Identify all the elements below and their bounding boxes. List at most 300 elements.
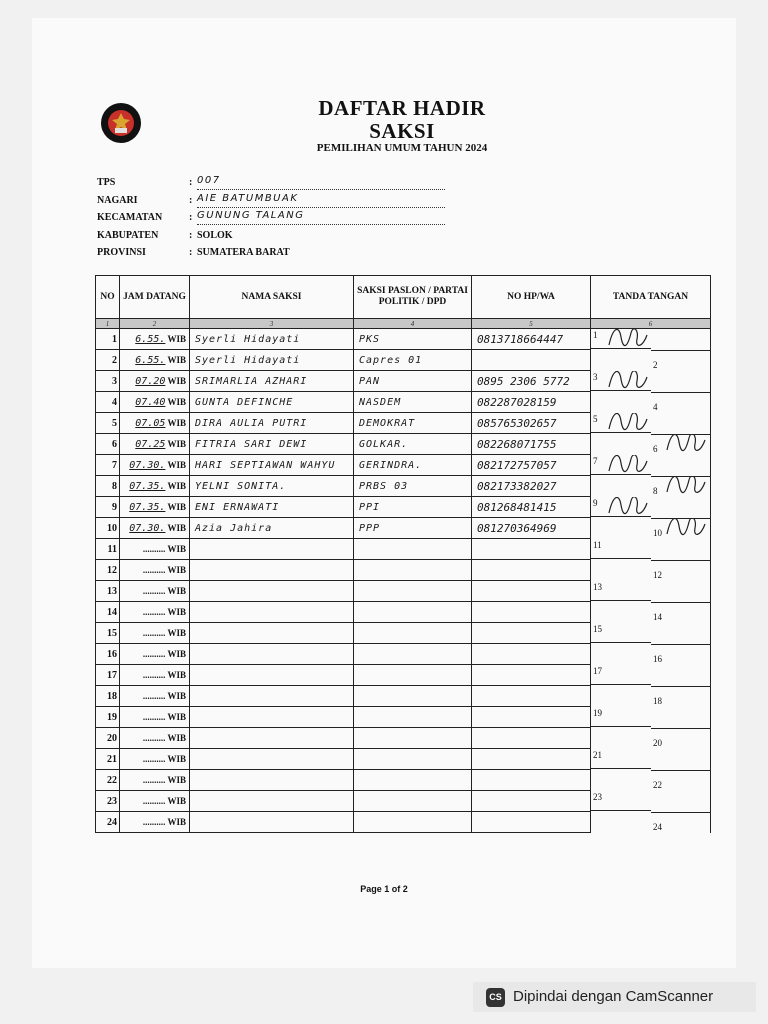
signature-divider bbox=[651, 686, 711, 687]
arrival-time-value: .......... bbox=[142, 649, 166, 659]
arrival-time-value: 07.30. bbox=[129, 459, 166, 471]
signature-divider bbox=[591, 558, 651, 559]
arrival-time-value: .......... bbox=[142, 712, 166, 722]
arrival-time-value: 07.20 bbox=[135, 375, 166, 387]
time-suffix: WIB bbox=[167, 501, 186, 512]
signature-cell bbox=[591, 413, 711, 434]
row-number: 6 bbox=[96, 434, 120, 455]
arrival-time bbox=[120, 371, 190, 392]
signature-cell bbox=[591, 581, 711, 602]
row-number: 8 bbox=[96, 476, 120, 497]
witness-party bbox=[354, 602, 472, 623]
witness-name-value: DIRA AULIA PUTRI bbox=[195, 417, 308, 429]
arrival-time-value: 07.40 bbox=[135, 396, 166, 408]
witness-phone-value: 082268071755 bbox=[477, 437, 557, 451]
row-number: 15 bbox=[96, 623, 120, 644]
info-label: KECAMATAN bbox=[97, 212, 163, 223]
table-row bbox=[96, 455, 711, 476]
witness-party-value: DEMOKRAT bbox=[359, 417, 416, 429]
witness-party bbox=[354, 707, 472, 728]
witness-name bbox=[190, 581, 354, 602]
row-number: 11 bbox=[96, 539, 120, 560]
witness-party bbox=[354, 644, 472, 665]
arrival-time bbox=[120, 560, 190, 581]
column-index: 5 bbox=[472, 319, 591, 329]
witness-party bbox=[354, 497, 472, 518]
signature-number: 1 bbox=[593, 330, 598, 340]
info-value: SOLOK bbox=[197, 229, 233, 241]
signature-cell bbox=[591, 728, 711, 749]
time-suffix: WIB bbox=[167, 522, 186, 533]
signature-number: 8 bbox=[653, 485, 658, 496]
witness-party bbox=[354, 539, 472, 560]
info-colon: : bbox=[189, 212, 193, 223]
arrival-time bbox=[120, 707, 190, 728]
signature-scribble-icon bbox=[605, 413, 649, 434]
row-number: 4 bbox=[96, 392, 120, 413]
signature-divider bbox=[591, 726, 651, 727]
time-suffix: WIB bbox=[167, 438, 186, 449]
witness-phone bbox=[472, 602, 591, 623]
witness-name bbox=[190, 728, 354, 749]
signature-number: 22 bbox=[653, 779, 662, 790]
witness-name bbox=[190, 602, 354, 623]
arrival-time-value: .......... bbox=[142, 544, 166, 554]
arrival-time-value: 07.35. bbox=[129, 480, 166, 492]
signature-divider bbox=[651, 350, 711, 351]
arrival-time bbox=[120, 602, 190, 623]
witness-party bbox=[354, 686, 472, 707]
witness-phone-value: 0895 2306 5772 bbox=[477, 374, 570, 388]
row-number: 24 bbox=[96, 812, 120, 833]
witness-phone-value: 082172757057 bbox=[477, 458, 557, 472]
witness-party-value: GOLKAR. bbox=[359, 438, 409, 450]
witness-name bbox=[190, 686, 354, 707]
witness-phone bbox=[472, 518, 591, 539]
witness-phone bbox=[472, 350, 591, 371]
table-row bbox=[96, 728, 711, 749]
signature-number: 18 bbox=[653, 695, 662, 706]
arrival-time-value: 6.55. bbox=[135, 354, 166, 366]
arrival-time bbox=[120, 455, 190, 476]
signature-divider bbox=[591, 600, 651, 601]
column-index-row bbox=[96, 319, 711, 329]
witness-name-value: GUNTA DEFINCHE bbox=[195, 396, 294, 408]
witness-party bbox=[354, 665, 472, 686]
witness-party bbox=[354, 371, 472, 392]
witness-name bbox=[190, 644, 354, 665]
witness-name-value: Azia Jahira bbox=[195, 522, 273, 534]
witness-name bbox=[190, 371, 354, 392]
witness-phone bbox=[472, 497, 591, 518]
witness-phone-value: 082287028159 bbox=[477, 395, 557, 409]
witness-party bbox=[354, 749, 472, 770]
witness-phone bbox=[472, 434, 591, 455]
witness-phone bbox=[472, 812, 591, 833]
signature-divider bbox=[651, 644, 711, 645]
info-value: GUNUNG TALANG bbox=[197, 210, 445, 225]
witness-name-value: ENI ERNAWATI bbox=[195, 501, 280, 513]
arrival-time-value: 07.30. bbox=[129, 522, 166, 534]
signature-cell bbox=[591, 749, 711, 770]
table-row bbox=[96, 434, 711, 455]
witness-party bbox=[354, 350, 472, 371]
witness-phone bbox=[472, 392, 591, 413]
row-number: 18 bbox=[96, 686, 120, 707]
table-row bbox=[96, 413, 711, 434]
time-suffix: WIB bbox=[167, 649, 186, 659]
witness-party bbox=[354, 455, 472, 476]
arrival-time bbox=[120, 791, 190, 812]
row-number: 19 bbox=[96, 707, 120, 728]
row-number: 21 bbox=[96, 749, 120, 770]
info-label: TPS bbox=[97, 177, 116, 188]
time-suffix: WIB bbox=[167, 796, 186, 806]
signature-number: 24 bbox=[653, 821, 662, 832]
signature-cell bbox=[591, 707, 711, 728]
row-number: 5 bbox=[96, 413, 120, 434]
signature-cell bbox=[591, 791, 711, 812]
signature-cell bbox=[591, 686, 711, 707]
arrival-time bbox=[120, 350, 190, 371]
time-suffix: WIB bbox=[167, 775, 186, 785]
witness-phone bbox=[472, 623, 591, 644]
signature-number: 15 bbox=[593, 623, 602, 634]
arrival-time bbox=[120, 623, 190, 644]
witness-party bbox=[354, 329, 472, 350]
witness-phone bbox=[472, 749, 591, 770]
page-number: Page 1 of 2 bbox=[360, 884, 408, 894]
table-row bbox=[96, 392, 711, 413]
arrival-time bbox=[120, 728, 190, 749]
witness-party bbox=[354, 518, 472, 539]
witness-name bbox=[190, 749, 354, 770]
table-row bbox=[96, 581, 711, 602]
witness-phone bbox=[472, 413, 591, 434]
table-row bbox=[96, 518, 711, 539]
column-index: 2 bbox=[120, 319, 190, 329]
arrival-time-value: .......... bbox=[142, 775, 166, 785]
witness-party bbox=[354, 623, 472, 644]
table-row bbox=[96, 371, 711, 392]
row-number: 13 bbox=[96, 581, 120, 602]
arrival-time bbox=[120, 539, 190, 560]
witness-party-value: PPI bbox=[359, 501, 381, 513]
witness-party-value: PRBS 03 bbox=[359, 480, 409, 492]
witness-party bbox=[354, 812, 472, 833]
witness-phone bbox=[472, 728, 591, 749]
signature-scribble-icon bbox=[605, 371, 649, 392]
time-suffix: WIB bbox=[167, 691, 186, 701]
info-colon: : bbox=[189, 177, 193, 188]
witness-party-value: PAN bbox=[359, 375, 381, 387]
table-row bbox=[96, 602, 711, 623]
witness-name bbox=[190, 560, 354, 581]
signature-number: 3 bbox=[593, 371, 598, 382]
header-jam-datang: JAM DATANG bbox=[120, 276, 190, 319]
signature-number: 4 bbox=[653, 401, 658, 412]
signature-divider bbox=[591, 810, 651, 811]
signature-cell bbox=[591, 812, 711, 833]
table-row bbox=[96, 812, 711, 833]
signature-scribble-icon bbox=[663, 518, 707, 539]
witness-phone bbox=[472, 770, 591, 791]
row-number: 12 bbox=[96, 560, 120, 581]
signature-scribble-icon bbox=[605, 455, 649, 476]
arrival-time-value: .......... bbox=[142, 754, 166, 764]
arrival-time bbox=[120, 665, 190, 686]
arrival-time-value: 6.55. bbox=[135, 333, 166, 345]
witness-name bbox=[190, 770, 354, 791]
signature-number: 6 bbox=[653, 443, 658, 454]
signature-scribble-icon bbox=[605, 329, 649, 350]
column-index: 1 bbox=[96, 319, 120, 329]
row-number: 22 bbox=[96, 770, 120, 791]
witness-party bbox=[354, 791, 472, 812]
row-number: 3 bbox=[96, 371, 120, 392]
witness-phone bbox=[472, 539, 591, 560]
time-suffix: WIB bbox=[167, 354, 186, 365]
signature-scribble-icon bbox=[605, 497, 649, 518]
table-row bbox=[96, 665, 711, 686]
row-number: 14 bbox=[96, 602, 120, 623]
signature-cell bbox=[591, 665, 711, 686]
arrival-time bbox=[120, 686, 190, 707]
arrival-time bbox=[120, 770, 190, 791]
signature-number: 12 bbox=[653, 569, 662, 580]
signature-cell bbox=[591, 518, 711, 539]
witness-name bbox=[190, 791, 354, 812]
time-suffix: WIB bbox=[167, 607, 186, 617]
witness-name-value: Syerli Hidayati bbox=[195, 333, 301, 345]
arrival-time-value: .......... bbox=[142, 733, 166, 743]
row-number: 7 bbox=[96, 455, 120, 476]
time-suffix: WIB bbox=[167, 565, 186, 575]
arrival-time-value: .......... bbox=[142, 607, 166, 617]
witness-party bbox=[354, 476, 472, 497]
time-suffix: WIB bbox=[167, 333, 186, 344]
witness-name bbox=[190, 455, 354, 476]
arrival-time-value: 07.35. bbox=[129, 501, 166, 513]
signature-cell bbox=[591, 770, 711, 791]
witness-name bbox=[190, 518, 354, 539]
document-subtitle: PEMILIHAN UMUM TAHUN 2024 bbox=[316, 142, 488, 154]
arrival-time-value: .......... bbox=[142, 670, 166, 680]
witness-party bbox=[354, 413, 472, 434]
witness-party-value: Capres 01 bbox=[359, 354, 423, 366]
row-number: 17 bbox=[96, 665, 120, 686]
table-row bbox=[96, 539, 711, 560]
signature-number: 16 bbox=[653, 653, 662, 664]
arrival-time bbox=[120, 476, 190, 497]
signature-cell bbox=[591, 644, 711, 665]
arrival-time bbox=[120, 329, 190, 350]
witness-phone bbox=[472, 371, 591, 392]
witness-name bbox=[190, 497, 354, 518]
signature-cell bbox=[591, 350, 711, 371]
table-header-row bbox=[96, 276, 711, 319]
time-suffix: WIB bbox=[167, 396, 186, 407]
header-nama-saksi: NAMA SAKSI bbox=[190, 276, 354, 319]
table-row bbox=[96, 791, 711, 812]
witness-phone bbox=[472, 476, 591, 497]
info-colon: : bbox=[189, 194, 193, 206]
signature-number: 10 bbox=[653, 527, 662, 538]
table-row bbox=[96, 329, 711, 350]
signature-number: 17 bbox=[593, 665, 602, 676]
witness-phone bbox=[472, 686, 591, 707]
arrival-time bbox=[120, 644, 190, 665]
witness-name bbox=[190, 539, 354, 560]
witness-name bbox=[190, 707, 354, 728]
camscanner-icon: CS bbox=[486, 988, 505, 1007]
witness-name bbox=[190, 623, 354, 644]
signature-number: 5 bbox=[593, 413, 598, 424]
witness-party-value: NASDEM bbox=[359, 396, 402, 408]
row-number: 10 bbox=[96, 518, 120, 539]
header-tanda-tangan: TANDA TANGAN bbox=[591, 276, 711, 319]
info-value: AIE BATUMBUAK bbox=[197, 193, 445, 208]
witness-name bbox=[190, 812, 354, 833]
header-partai: SAKSI PASLON / PARTAI POLITIK / DPD bbox=[354, 276, 472, 319]
witness-phone-value: 081268481415 bbox=[477, 500, 557, 514]
time-suffix: WIB bbox=[167, 754, 186, 764]
signature-scribble-icon bbox=[663, 434, 707, 455]
column-index: 4 bbox=[354, 319, 472, 329]
signature-divider bbox=[651, 728, 711, 729]
witness-phone bbox=[472, 329, 591, 350]
row-number: 20 bbox=[96, 728, 120, 749]
arrival-time-value: .......... bbox=[142, 586, 166, 596]
arrival-time bbox=[120, 749, 190, 770]
signature-number: 11 bbox=[593, 539, 602, 550]
witness-party bbox=[354, 770, 472, 791]
signature-cell bbox=[591, 371, 711, 392]
arrival-time-value: .......... bbox=[142, 565, 166, 575]
info-value: SUMATERA BARAT bbox=[197, 247, 290, 258]
column-index: 6 bbox=[591, 319, 711, 329]
time-suffix: WIB bbox=[167, 670, 186, 680]
arrival-time bbox=[120, 812, 190, 833]
signature-number: 7 bbox=[593, 455, 598, 466]
info-colon: : bbox=[189, 229, 193, 241]
signature-number: 2 bbox=[653, 359, 658, 370]
signature-divider bbox=[651, 770, 711, 771]
witness-name bbox=[190, 413, 354, 434]
arrival-time-value: 07.25 bbox=[135, 438, 166, 450]
signature-divider bbox=[591, 768, 651, 769]
witness-phone-value: 081270364969 bbox=[477, 521, 557, 535]
signature-number: 23 bbox=[593, 791, 602, 802]
camscanner-text: Dipindai dengan CamScanner bbox=[513, 988, 714, 1005]
signature-cell bbox=[591, 560, 711, 581]
document-title: DAFTAR HADIR bbox=[318, 96, 486, 120]
table-row bbox=[96, 497, 711, 518]
witness-name bbox=[190, 476, 354, 497]
witness-party bbox=[354, 581, 472, 602]
signature-number: 13 bbox=[593, 581, 602, 592]
witness-name bbox=[190, 434, 354, 455]
table-row bbox=[96, 350, 711, 371]
column-index: 3 bbox=[190, 319, 354, 329]
info-label: NAGARI bbox=[97, 194, 138, 206]
time-suffix: WIB bbox=[167, 628, 186, 638]
arrival-time-value: .......... bbox=[142, 796, 166, 806]
witness-party bbox=[354, 560, 472, 581]
table-row bbox=[96, 623, 711, 644]
time-suffix: WIB bbox=[167, 544, 186, 554]
table-row bbox=[96, 686, 711, 707]
row-number: 23 bbox=[96, 791, 120, 812]
row-number: 16 bbox=[96, 644, 120, 665]
witness-name-value: Syerli Hidayati bbox=[195, 354, 301, 366]
witness-party bbox=[354, 392, 472, 413]
signature-divider bbox=[591, 684, 651, 685]
arrival-time bbox=[120, 581, 190, 602]
signature-cell bbox=[591, 623, 711, 644]
witness-name bbox=[190, 665, 354, 686]
witness-phone bbox=[472, 644, 591, 665]
table-row bbox=[96, 770, 711, 791]
signature-cell bbox=[591, 434, 711, 455]
signature-number: 19 bbox=[593, 707, 602, 718]
signature-scribble-icon bbox=[663, 476, 707, 497]
witness-party-value: PKS bbox=[359, 333, 381, 345]
witness-phone-value: 085765302657 bbox=[477, 416, 557, 430]
arrival-time-value: .......... bbox=[142, 691, 166, 701]
arrival-time bbox=[120, 497, 190, 518]
signature-divider bbox=[651, 560, 711, 561]
header-no: NO bbox=[96, 276, 120, 319]
signature-divider bbox=[591, 642, 651, 643]
arrival-time bbox=[120, 434, 190, 455]
signature-cell bbox=[591, 455, 711, 476]
time-suffix: WIB bbox=[167, 417, 186, 428]
witness-party bbox=[354, 434, 472, 455]
witness-name-value: SRIMARLIA AZHARI bbox=[195, 375, 308, 387]
arrival-time bbox=[120, 392, 190, 413]
camscanner-watermark bbox=[473, 982, 756, 1012]
signature-cell bbox=[591, 329, 711, 350]
signature-cell bbox=[591, 539, 711, 560]
witness-phone bbox=[472, 455, 591, 476]
arrival-time-value: 07.05 bbox=[135, 417, 166, 429]
time-suffix: WIB bbox=[167, 586, 186, 596]
signature-number: 14 bbox=[653, 611, 662, 622]
arrival-time bbox=[120, 518, 190, 539]
witness-name bbox=[190, 392, 354, 413]
witness-party-value: PPP bbox=[359, 522, 381, 534]
signature-divider bbox=[651, 812, 711, 813]
row-number: 9 bbox=[96, 497, 120, 518]
row-number: 2 bbox=[96, 350, 120, 371]
info-colon: : bbox=[189, 247, 193, 258]
arrival-time-value: .......... bbox=[142, 628, 166, 638]
witness-party bbox=[354, 728, 472, 749]
witness-name-value: YELNI SONITA. bbox=[195, 480, 287, 492]
witness-phone bbox=[472, 581, 591, 602]
table-row bbox=[96, 644, 711, 665]
signature-cell bbox=[591, 392, 711, 413]
signature-divider bbox=[651, 602, 711, 603]
witness-phone bbox=[472, 665, 591, 686]
attendance-table bbox=[95, 275, 711, 833]
witness-name-value: HARI SEPTIAWAN WAHYU bbox=[195, 459, 336, 471]
table-row bbox=[96, 707, 711, 728]
signature-cell bbox=[591, 476, 711, 497]
signature-number: 21 bbox=[593, 749, 602, 760]
info-label: PROVINSI bbox=[97, 247, 146, 258]
